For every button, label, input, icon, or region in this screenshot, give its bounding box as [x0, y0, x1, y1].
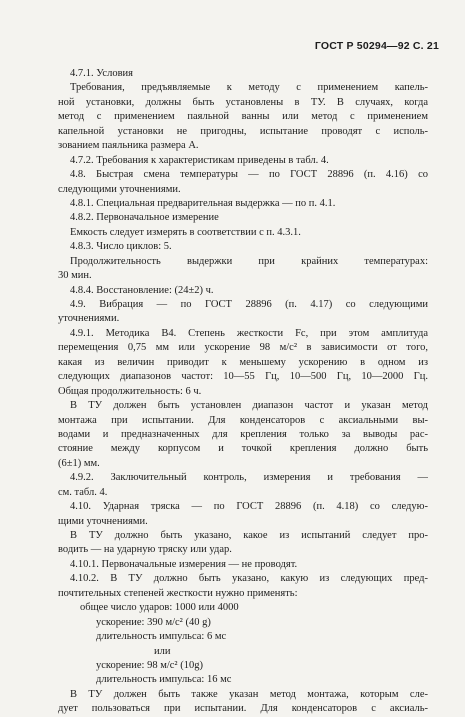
text-line: В ТУ должен быть установлен диапазон частот и указан метод	[70, 400, 428, 412]
text-line: щими уточнениями.	[58, 515, 148, 527]
text-line: ной установки, должны быть установлены в ТУ. В случаях, когда	[58, 96, 428, 108]
text-line: 4.9.1. Методика В4. Степень жесткости Fc, при этом амплитуда	[70, 327, 428, 339]
text-line: 4.8.1. Специальная предварительная выдержка — по п. 4.1.	[70, 197, 336, 209]
text-line: 4.8.3. Число циклов: 5.	[70, 241, 172, 253]
text-line: почтительных степеней жесткости нужно применять:	[58, 587, 298, 599]
text-line: какая из величин приводит к меньшему ускорению в одном из	[58, 356, 428, 368]
text-line: капельной установки не пригодны, испытание проводят с исполь-	[58, 125, 428, 137]
text-line: 4.10.1. Первоначальные измерения — не проводят.	[70, 558, 298, 570]
text-line: стояние между корпусом и точкой крепления должно быть	[58, 443, 428, 455]
text-line: общее число ударов: 1000 или 4000	[80, 602, 239, 614]
text-line: 4.10. Ударная тряска — по ГОСТ 28896 (п. 4.18) со следую-	[70, 501, 428, 513]
text-line: следующих диапазонов частот: 10—55 Гц, 10—500 Гц, 10—2000 Гц.	[58, 371, 428, 383]
text-line: В ТУ должно быть указано, какое из испытаний следует про-	[70, 530, 428, 541]
text-line: 4.8.4. Восстановление: (24±2) ч.	[70, 284, 214, 296]
text-line: Емкость следует измерять в соответствии с п. 4.3.1.	[70, 226, 301, 238]
text-line: Продолжительность выдержки при крайних температурах:	[70, 255, 428, 267]
text-line: 30 мин.	[58, 270, 92, 282]
text-line: водами и предназначенных для крепления только за выводы рас-	[58, 428, 428, 440]
text-line: Общая продолжительность: 6 ч.	[58, 385, 202, 397]
page-header: ГОСТ Р 50294—92 С. 21	[314, 40, 439, 52]
text-line: монтажа при испытании. Для конденсаторов с аксиальными вы-	[58, 414, 428, 426]
text-line: Требования, предъявляемые к методу с применением капель-	[70, 82, 428, 94]
text-line: В ТУ должен быть также указан метод монтажа, которым сле-	[70, 688, 428, 700]
text-line: 4.9.2. Заключительный контроль, измерения и требования —	[70, 472, 428, 484]
text-line: водить — на ударную тряску или удар.	[58, 544, 232, 556]
text-line: длительность импульса: 6 мс	[96, 631, 227, 643]
text-line: уточнениями.	[58, 313, 120, 325]
text-line: 4.10.2. В ТУ должно быть указано, какую из следующих пред-	[70, 573, 428, 585]
text-line: метод с применением паяльной ванны или метод с применением	[58, 111, 428, 123]
text-line: 4.7.2. Требования к характеристикам приведены в табл. 4.	[70, 154, 329, 166]
text-line: (6±1) мм.	[58, 457, 100, 469]
text-line: длительность импульса: 16 мс	[96, 674, 232, 686]
text-line: 4.8.2. Первоначальное измерение	[70, 212, 219, 224]
text-line: зованием паяльника размера А.	[58, 140, 199, 152]
text-line: 4.9. Вибрация — по ГОСТ 28896 (п. 4.17) со следующими	[70, 299, 428, 310]
text-line: ускорение: 98 м/с² (10g)	[96, 659, 203, 671]
document-body	[58, 67, 428, 717]
text-line: см. табл. 4.	[58, 486, 108, 498]
text-line: или	[154, 645, 171, 657]
text-line: 4.7.1. Условия	[70, 68, 133, 79]
text-line: перемещения 0,75 мм или ускорение 98 м/с² в зависимости от того,	[58, 342, 428, 354]
text-line: ускорение: 390 м/с² (40 g)	[96, 616, 211, 628]
text-line: 4.8. Быстрая смена температуры — по ГОСТ 28896 (п. 4.16) со	[70, 169, 428, 181]
text-line: дует пользоваться при испытании. Для конденсаторов с аксиаль-	[58, 703, 428, 715]
text-line: следующими уточнениями.	[58, 183, 181, 195]
